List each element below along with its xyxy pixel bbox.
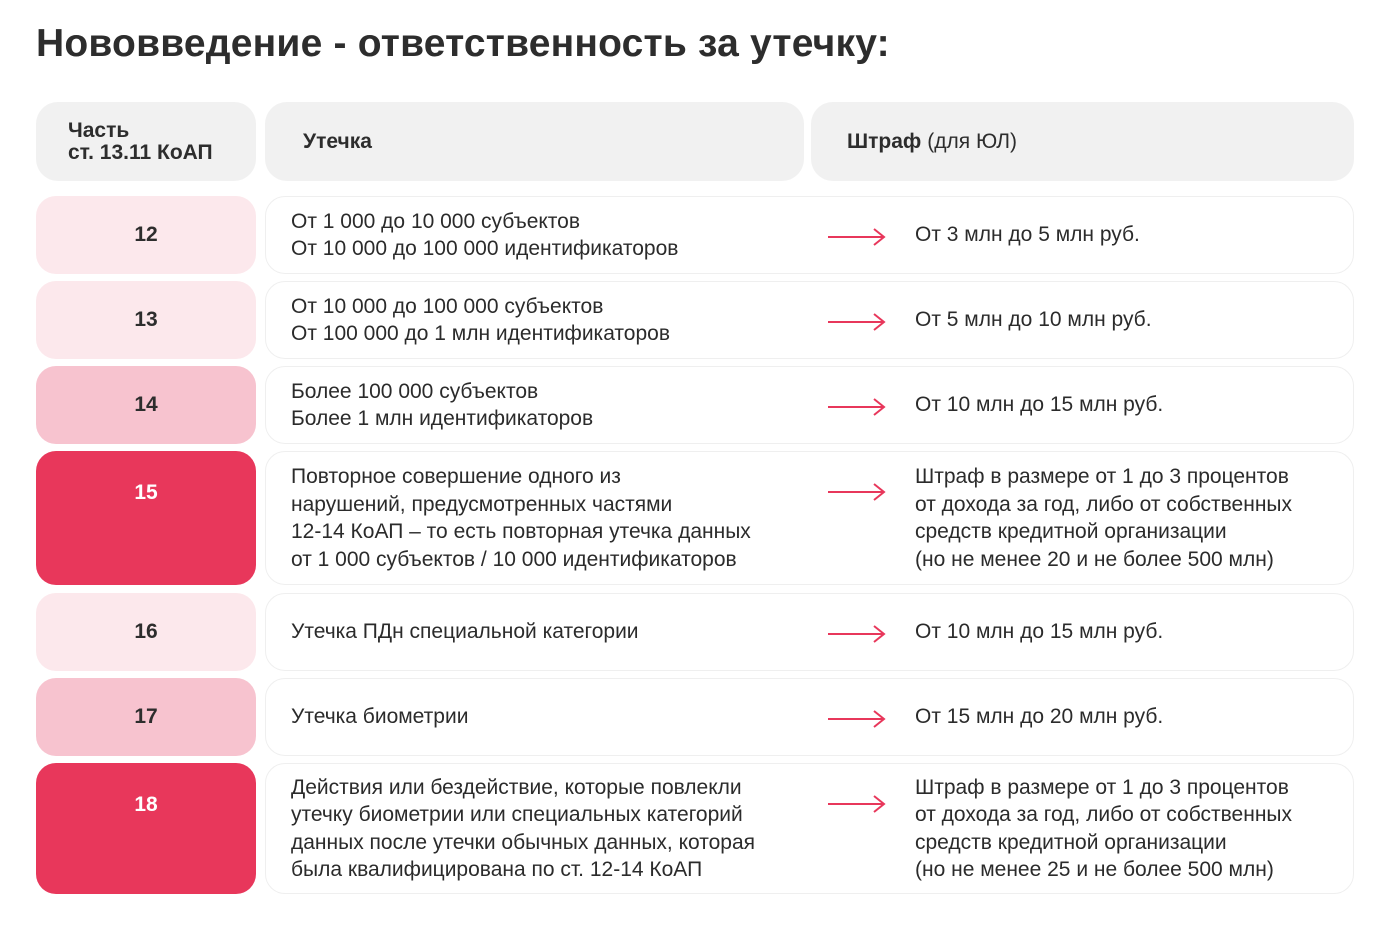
arrow-right-icon [828,483,886,501]
header-part-line2: ст. 13.11 КоАП [68,140,213,164]
part-number-cell [36,196,256,274]
part-number-cell [36,281,256,359]
fine-description [915,678,1355,756]
fine-description [915,593,1355,671]
leak-line: От 10 000 до 100 000 идентификаторов [291,237,679,260]
part-number: 18 [134,793,158,816]
header-leak-label: Утечка [303,129,372,153]
fine-description [915,763,1355,894]
fine-line: Штраф в размере от 1 до 3 процентов [915,775,1289,799]
fine-line: От 10 млн до 15 млн руб. [915,620,1164,644]
fine-line: От 5 млн до 10 млн руб. [915,308,1152,332]
fine-description [915,451,1355,585]
leak-line: утечку биометрии или специальных категорий [291,803,743,826]
leak-description [291,196,821,274]
part-number: 12 [134,223,158,246]
fine-description [915,196,1355,274]
leak-line: От 100 000 до 1 млн идентификаторов [291,322,670,345]
fine-line: От 15 млн до 20 млн руб. [915,705,1164,729]
leak-line: нарушений, предусмотренных частями [291,492,673,516]
part-number: 16 [134,620,158,643]
arrow-right-icon [828,710,886,728]
part-number-cell [36,451,256,585]
leak-line: данных после утечки обычных данных, которая [291,830,756,854]
part-number-cell [36,593,256,671]
leak-description [291,763,821,894]
part-number-cell [36,678,256,756]
leak-line: была квалифицирована по ст. 12-14 КоАП [291,858,703,881]
leak-line: Более 100 000 субъектов [291,379,539,403]
leak-line: Действия или бездействие, которые повлекли [291,775,742,799]
fine-line: средств кредитной организации [915,520,1227,543]
arrow-right-icon [828,313,886,331]
header-fine-label: Штраф [847,129,922,153]
fine-line: (но не менее 20 и не более 500 млн) [915,547,1274,571]
header-part-line1: Часть [68,118,130,142]
arrow-right-icon [828,228,886,246]
page-title: Нововведение - ответственность за утечку: [36,22,890,65]
fine-description [915,366,1355,444]
fine-line: от дохода за год, либо от собственных [915,492,1293,516]
leak-description [291,451,821,585]
part-number-cell [36,366,256,444]
leak-line: От 1 000 до 10 000 субъектов [291,209,581,233]
leak-description [291,281,821,359]
arrow-right-icon [828,795,886,813]
fine-line: Штраф в размере от 1 до 3 процентов [915,465,1289,488]
part-number: 17 [134,705,158,728]
leak-line: Повторное совершение одного из [291,465,621,488]
leak-line: от 1 000 субъектов / 10 000 идентификаторов [291,547,737,571]
leak-line: От 10 000 до 100 000 субъектов [291,294,604,318]
leak-line: Утечка биометрии [291,705,469,729]
leak-description [291,366,821,444]
leak-line: Более 1 млн идентификаторов [291,407,594,430]
part-number: 13 [134,308,158,331]
leak-description [291,593,821,671]
header-leak [265,102,804,181]
leak-description [291,678,821,756]
arrow-right-icon [828,625,886,643]
arrow-right-icon [828,398,886,416]
fine-line: От 3 млн до 5 млн руб. [915,223,1140,247]
fine-line: от дохода за год, либо от собственных [915,803,1293,826]
fine-line: От 10 млн до 15 млн руб. [915,393,1164,417]
header-fine [811,102,1354,181]
header-fine-sub: (для ЮЛ) [927,129,1018,153]
fine-description [915,281,1355,359]
fine-line: (но не менее 25 и не более 500 млн) [915,858,1274,881]
leak-line: Утечка ПДн специальной категории [291,620,639,644]
leak-line: 12-14 КоАП – то есть повторная утечка данных [291,520,751,543]
header-part [36,102,256,181]
part-number: 14 [134,393,158,416]
part-number: 15 [134,481,158,504]
part-number-cell [36,763,256,894]
fine-line: средств кредитной организации [915,830,1227,854]
